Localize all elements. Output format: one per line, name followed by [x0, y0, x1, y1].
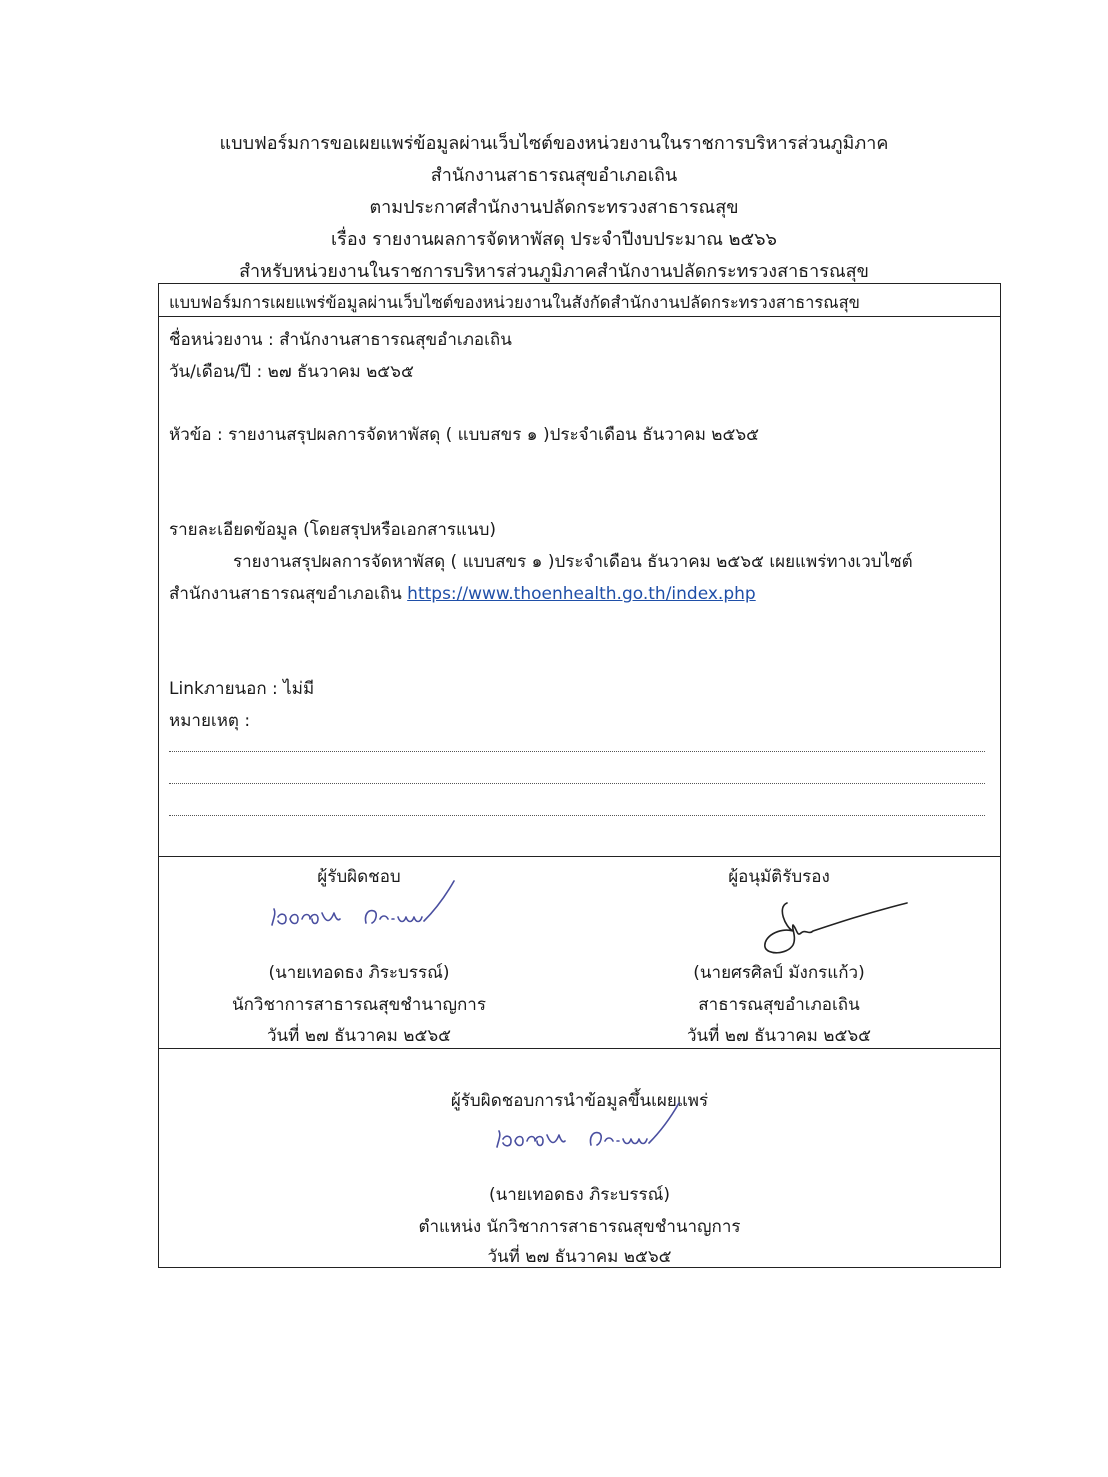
details-label: รายละเอียดข้อมูล (โดยสรุปหรือเอกสารแนบ) — [169, 520, 497, 540]
uploader-date: วันที่ ๒๗ ธันวาคม ๒๕๖๕ — [487, 1247, 672, 1267]
remark-dotted-line-2 — [169, 783, 985, 784]
signature-section — [159, 856, 1000, 1049]
responsible-date: วันที่ ๒๗ ธันวาคม ๒๕๖๕ — [267, 1026, 451, 1046]
approver-role: ผู้อนุมัติรับรอง — [728, 867, 830, 887]
remark-label: หมายเหตุ : — [169, 711, 251, 731]
publication-form — [158, 283, 1001, 1268]
document-header — [0, 128, 1108, 288]
remark-dotted-line-3 — [169, 815, 985, 816]
uploader-name: (นายเทอดธง ภิระบรรณ์) — [488, 1185, 671, 1205]
details-agency-text: สำนักงานสาธารณสุขอำเภอเถิน — [169, 584, 402, 604]
approver-position: สาธารณสุขอำเภอเถิน — [698, 995, 860, 1015]
header-line-3: ตามประกาศสำนักงานปลัดกระทรวงสาธารณสุข — [369, 197, 739, 218]
responsible-name: (นายเทอดธง ภิระบรรณ์) — [268, 963, 450, 983]
form-title-row — [159, 284, 1000, 317]
header-line-4: เรื่อง รายงานผลการจัดหาพัสดุ ประจำปีงบประมาณ ๒๕๖๖ — [331, 229, 777, 250]
form-date: วัน/เดือน/ปี : ๒๗ ธันวาคม ๒๕๖๕ — [169, 362, 414, 382]
approver-name: (นายศรศิลป์ มังกรแก้ว) — [693, 963, 865, 983]
agency-name: ชื่อหน่วยงาน : สำนักงานสาธารณสุขอำเภอเถิน — [169, 330, 512, 350]
details-line-1: รายงานสรุปผลการจัดหาพัสดุ ( แบบสขร ๑ )ประจำเดือน ธันวาคม ๒๕๖๕ เผยแพร่ทางเวบไซต์ — [233, 552, 913, 572]
details-line-2 — [169, 580, 756, 607]
form-title: แบบฟอร์มการเผยแพร่ข้อมูลผ่านเว็บไซต์ของหน่วยงานในสังกัดสำนักงานปลัดกระทรวงสาธารณสุข — [169, 293, 860, 312]
responsible-signature-image — [264, 879, 464, 941]
responsible-role: ผู้รับผิดชอบ — [317, 867, 401, 887]
responsible-position: นักวิชาการสาธารณสุขชำนาญการ — [232, 995, 486, 1015]
header-line-2: สำนักงานสาธารณสุขอำเภอเถิน — [430, 165, 678, 186]
header-line-1: แบบฟอร์มการขอเผยแพร่ข้อมูลผ่านเว็บไซต์ของหน่วยงานในราชการบริหารส่วนภูมิภาค — [219, 133, 889, 154]
header-line-5: สำหรับหน่วยงานในราชการบริหารส่วนภูมิภาคสำนักงานปลัดกระทรวงสาธารณสุข — [239, 261, 869, 282]
uploader-position: ตำแหน่ง นักวิชาการสาธารณสุขชำนาญการ — [418, 1217, 741, 1237]
external-link-text: Linkภายนอก : ไม่มี — [169, 679, 315, 699]
uploader-signature-image — [489, 1101, 689, 1163]
remark-dotted-line-1 — [169, 751, 985, 752]
uploader-role: ผู้รับผิดชอบการนำข้อมูลขึ้นเผยแพร่ — [450, 1091, 709, 1111]
approver-date: วันที่ ๒๗ ธันวาคม ๒๕๖๕ — [687, 1026, 871, 1046]
form-subject: หัวข้อ : รายงานสรุปผลการจัดหาพัสดุ ( แบบสขร ๑ )ประจำเดือน ธันวาคม ๒๕๖๕ — [169, 425, 760, 445]
uploader-section — [159, 1049, 1000, 1269]
form-info-section — [159, 318, 1000, 856]
approver-signature-image — [757, 897, 917, 957]
details-link[interactable]: https://www.thoenhealth.go.th/index.php — [407, 584, 756, 604]
